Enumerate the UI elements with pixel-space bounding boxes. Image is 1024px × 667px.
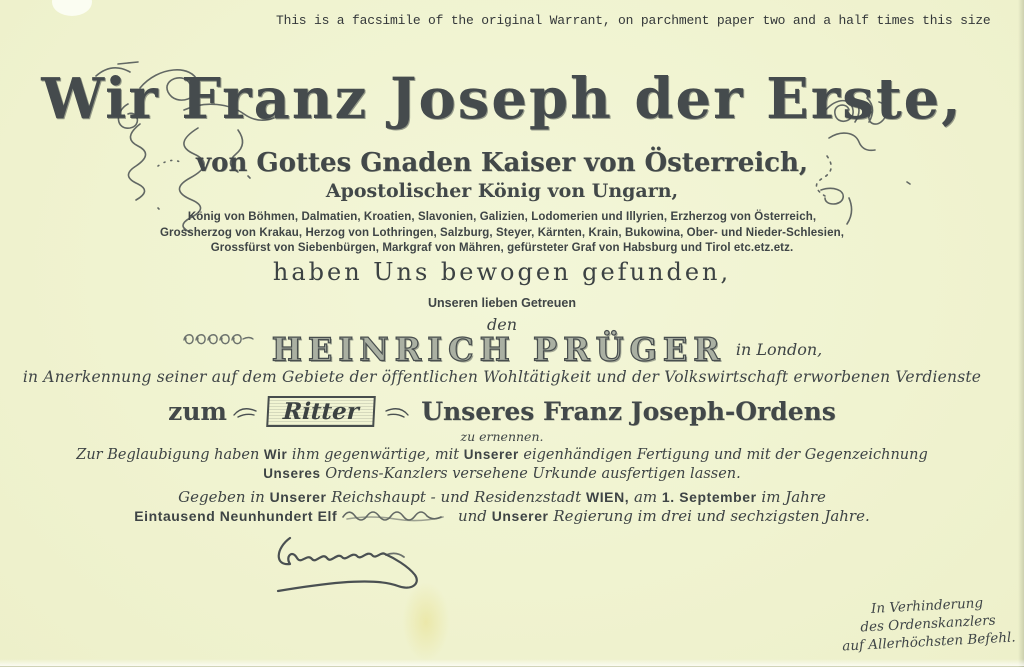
merit-line: in Anerkennung seiner auf dem Gebiete der öffentlichen Wohltätigkeit und der Volkswirtschaft erworbenen Verdienste (22, 368, 982, 386)
text-segment: Zur Beglaubigung haben (76, 447, 264, 463)
text-segment: im Jahre (756, 488, 826, 506)
franz-joseph-signature-icon (268, 528, 446, 594)
text-segment: WIEN, (585, 489, 630, 505)
text-segment: Wir (263, 447, 288, 462)
appointment-row (0, 396, 1004, 427)
text-segment: Ordens-Kanzlers versehene Urkunde ausfertigen lassen. (320, 466, 741, 482)
given-line-1 (0, 488, 1004, 506)
text-segment: Unserer (463, 447, 519, 462)
spiral-chain-flourish-icon (182, 330, 266, 346)
countersign-line: In Verhinderung (870, 595, 984, 617)
text-segment: ihm gegenwärtige, mit (287, 447, 464, 463)
text-segment: Unserer (491, 508, 549, 524)
royal-styles-line: Grossherzog von Krakau, Herzog von Lothringen, Salzburg, Steyer, Kärnten, Krain, Bukowina, Ober- und Nieder-Schlesien, (159, 226, 845, 239)
text-segment: Gegeben in (178, 488, 270, 506)
countersign-line: auf Allerhöchsten Befehl. (841, 629, 1016, 655)
text-segment: Reichshaupt - und Residenzstadt (326, 488, 586, 506)
given-year-print: Eintausend Neunhundert Elf (134, 508, 338, 524)
rank-cartouche: Ritter (266, 396, 375, 427)
leaf-flourish-icon (232, 403, 258, 421)
royal-styles-line: Grossfürst von Siebenbürgen, Markgraf von Mähren, gefürsteter Graf von Habsburg und Tirol etc.etz.etz. (210, 242, 794, 254)
attestation-line-1 (0, 447, 1004, 463)
den-line: den (486, 315, 517, 334)
faithful-line: Unseren lieben Getreuen (428, 296, 576, 310)
text-segment: eigenhändigen Fertigung und mit der Gegenzeichnung (518, 447, 928, 463)
text-segment: am (629, 488, 662, 506)
text-segment: Regierung im drei und sechzigsten Jahre. (548, 507, 870, 525)
scan-edge-shadow (1018, 0, 1024, 667)
text-segment: Unserer (269, 489, 327, 505)
title-kaiser-line: von Gottes Gnaden Kaiser von Österreich, (196, 148, 808, 178)
moved-found-line: haben Uns bewogen gefunden, (272, 258, 732, 286)
text-segment: 1. September (661, 489, 757, 505)
appointment-prefix: zum (168, 397, 227, 426)
attestation-line-2 (0, 466, 1004, 482)
facsimile-caption: This is a facsimile of the original Warrant, on parchment paper two and a half times this size (276, 13, 991, 28)
appointment-order: Unseres Franz Joseph-Ordens (421, 397, 836, 426)
recipient-row (0, 330, 1004, 369)
recipient-name: HEINRICH PRÜGER (271, 330, 726, 369)
appointment-closing: zu ernennen. (460, 429, 544, 444)
title-koenig-line: Apostolischer König von Ungarn, (325, 180, 679, 202)
countersign-line: des Ordenskanzlers (859, 612, 996, 636)
text-segment: und (453, 507, 492, 525)
royal-styles-block (0, 210, 1004, 257)
given-line-2 (0, 507, 1004, 525)
given-line-2-tail (453, 507, 870, 525)
royal-styles-line: König von Böhmen, Dalmatien, Kroatien, Slavonien, Galizien, Lodomerien und Illyrien, Erzherzog von Österreich, (187, 211, 817, 223)
countersign-block (839, 592, 1018, 655)
scribble-flourish-icon (341, 509, 449, 523)
royal-title: Wir Franz Joseph der Erste, (41, 66, 963, 132)
leaf-flourish-icon (384, 403, 410, 421)
recipient-location: in London, (735, 340, 823, 359)
text-segment: Unseres (263, 466, 321, 481)
